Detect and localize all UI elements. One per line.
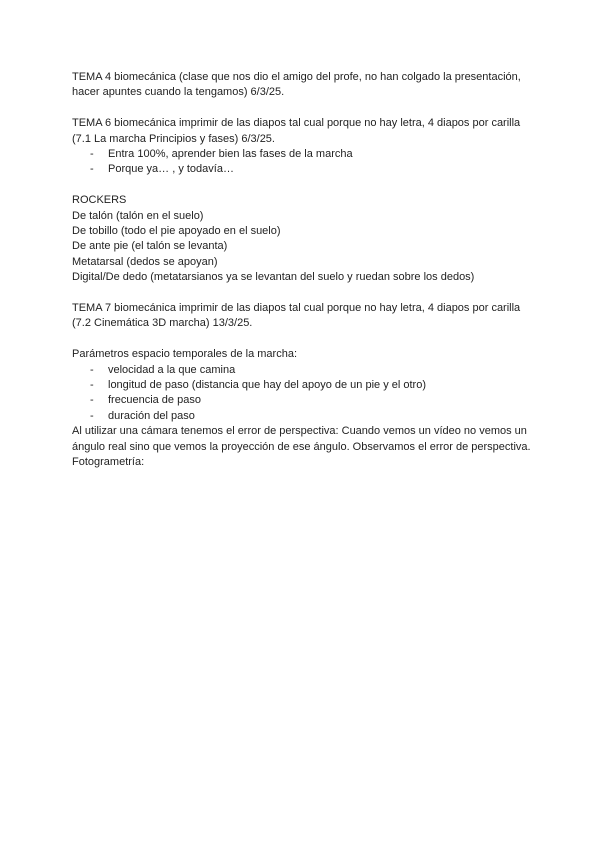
list-item-text: velocidad a la que camina	[108, 363, 236, 376]
list-item	[72, 393, 532, 408]
blank-line	[72, 101, 532, 116]
list-item	[72, 147, 532, 162]
list-item	[72, 409, 532, 424]
dash-bullet: -	[90, 148, 94, 161]
rocker-line: De ante pie (el talón se levanta)	[72, 240, 228, 253]
rocker-line: Metatarsal (dedos se apoyan)	[72, 255, 218, 268]
dash-bullet: -	[90, 394, 94, 407]
rockers-heading: ROCKERS	[72, 194, 127, 207]
list-item-text: longitud de paso (distancia que hay del apoyo de un pie y el otro)	[108, 379, 426, 392]
list-item	[72, 378, 532, 393]
dash-list-params	[72, 363, 532, 425]
paragraph-perspectiva: Al utilizar una cámara tenemos el error de perspectiva: Cuando vemos un vídeo no vemos un ángulo real sino que vemos la proyección de ese ángulo. Observamos el error de perspectiva.	[72, 425, 531, 453]
blank-line	[72, 286, 532, 301]
paragraph-tema7: TEMA 7 biomecánica imprimir de las diapos tal cual porque no hay letra, 4 diapos por carilla (7.2 Cinemática 3D marcha) 13/3/25.	[72, 302, 521, 330]
dash-list-tema6	[72, 147, 532, 178]
rocker-line: De tobillo (todo el pie apoyado en el suelo)	[72, 225, 281, 238]
list-item	[72, 363, 532, 378]
rocker-line: De talón (talón en el suelo)	[72, 209, 204, 222]
dash-bullet: -	[90, 409, 94, 422]
params-heading: Parámetros espacio temporales de la marcha:	[72, 348, 297, 361]
document-page	[72, 70, 532, 471]
dash-bullet: -	[90, 163, 94, 176]
paragraph-tema6: TEMA 6 biomecánica imprimir de las diapos tal cual porque no hay letra, 4 diapos por carilla (7.1 La marcha Principios y fases) 6/3/25.	[72, 117, 521, 145]
list-item-text: Porque ya… , y todavía…	[108, 163, 234, 176]
list-item-text: frecuencia de paso	[108, 394, 201, 407]
list-item-text: Entra 100%, aprender bien las fases de la marcha	[108, 148, 353, 161]
fotogrametria-heading: Fotogrametría:	[72, 456, 145, 469]
blank-line	[72, 332, 532, 347]
paragraph-tema4: TEMA 4 biomecánica (clase que nos dio el amigo del profe, no han colgado la presentación, hacer apuntes cuando la tengamos) 6/3/25.	[72, 71, 521, 99]
rocker-line: Digital/De dedo (metatarsianos ya se levantan del suelo y ruedan sobre los dedos)	[72, 271, 475, 284]
list-item-text: duración del paso	[108, 409, 195, 422]
dash-bullet: -	[90, 363, 94, 376]
dash-bullet: -	[90, 379, 94, 392]
blank-line	[72, 178, 532, 193]
list-item	[72, 162, 532, 177]
